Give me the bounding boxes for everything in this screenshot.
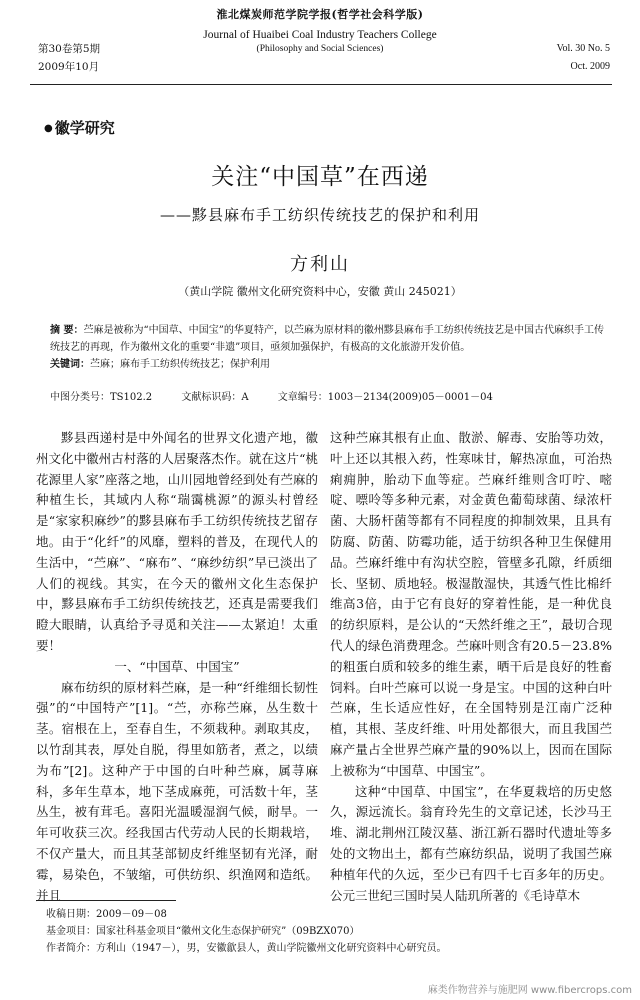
body-paragraph: 这种苎麻其根有止血、散淤、解毒、安胎等功效，叶上还以其根入药，性寒味甘，解热凉血，可治热痢痈肿，胎动下血等症。苎麻纤维则含叮咛、嘧啶、嘌呤等多种元素，对金黄色葡萄球菌、绿浓杆菌、大肠杆菌等都有不同程度的抑制效果，且具有防腐、防菌、防霉功能，适于纺织各种卫生保健用品。苎麻纤维中有沟状空腔，管壁多孔隙，纤质细长、坚韧、质地轻。极湿散湿快，其透气性比棉纤维高3倍，由于它有良好的穿着性能，是一种优良的纺织原料，是公认的“天然纤维之王”，最切合现代人的绿色消费理念。苎麻叶则含有20.5－23.8%的粗蛋白质和较多的维生素，晒干后是良好的牲畜饲料。白叶苎麻可以说一身是宝。中国的这种白叶苎麻，生长适应性好，在全国特别是江南广泛种植，其根、茎皮纤维、叶用处都很大，而且我国苎麻产量占全世界苎麻产量的90%以上，因而在国际上被称为“中国草、中国宝”。 <box>330 430 612 778</box>
footnotes <box>46 906 446 957</box>
classification-line <box>50 388 519 403</box>
header-rule <box>30 84 612 85</box>
body-paragraph: 这种“中国草、中国宝”，在华夏栽培的历史悠久，源远流长。翁育玲先生的文章记述，长沙马王堆、湖北荆州江陵汉墓、浙江新石器时代遗址等多处的文物出土，都有苎麻纺织品，说明了我国苎麻种植年代的久远，至少已有四千七百多年的历史。公元三世纪三国时吴人陆玑所著的《毛诗草木 <box>330 783 612 903</box>
body-paragraph: 黟县西递村是中外闻名的世界文化遗产地，徽州文化中徽州古村落的人居聚落杰作。就在这片“桃花源里人家”座落之地，山川园地曾经到处有苎麻的种植生长，其域内人称“瑞霭桃源”的源头村曾经是“家家积麻纱”的黟县麻布手工纺织传统技艺留存地。由于“化纤”的风靡，塑料的普及，在现代人的生活中，“苎麻”、“麻布”、“麻纱纺织”早已淡出了人们的视线。其实，在今天的徽州文化生态保护中，黟县麻布手工纺织传统技艺，还真是需要我们瞪大眼睛，认真给予寻觅和关注——太紧迫！太重要！ <box>36 430 318 653</box>
issue-info-en <box>557 40 610 76</box>
body-paragraph: 麻布纺织的原材料苎麻，是一种“纤维细长韧性强”的“中国特产”[1]。“苎，亦称苎麻，丛生数十茎。宿根在上，至春自生，不须栽种。剥取其皮，以竹刮其表，厚处自脱，得里如筋者，煮之，以绩为布”[2]。这种产于中国的白叶种苎麻，属荨麻科，多年生草本，地下茎成麻蔸，可活数十年，茎丛生，被有茸毛。喜阳光温暖湿润气候，耐旱。一年可收获三次。经我国古代劳动人民的长期栽培，不仅产量大，而且其茎部韧皮纤维坚韧有光泽，耐霉，易染色，不皱缩，可供纺织、织渔网和造纸。并且 <box>36 679 318 903</box>
article-number: 文章编号：1003－2134(2009)05－0001－04 <box>277 392 493 403</box>
journal-header <box>150 6 490 54</box>
article-title: 关注“中国草”在西递 <box>211 164 429 190</box>
journal-subtitle-en: (Philosophy and Social Sciences) <box>256 44 384 54</box>
abstract-label: 摘 要： <box>50 325 84 336</box>
keywords-text: 苎麻；麻布手工纺织传统技艺；保护利用 <box>90 359 270 370</box>
clc-number: 中图分类号：TS102.2 <box>50 392 153 403</box>
abstract-block <box>38 322 604 373</box>
abstract-text: 苎麻是被称为“中国草、中国宝”的华夏特产，以苎麻为原材料的徽州黟县麻布手工纺织传统技艺是中国古代麻织手工传统技艺的再现，作为徽州文化的重要“非遗”项目，亟须加强保护，有极高的文化旅游开发价值。 <box>50 325 605 353</box>
article-subtitle: ——黟县麻布手工纺织传统技艺的保护和利用 <box>159 206 480 224</box>
fund-project: 基金项目：国家社科基金项目“徽州文化生态保护研究”（09BZX070） <box>46 926 360 937</box>
body-column-left <box>36 428 318 906</box>
author-affiliation: （黄山学院 徽州文化研究资料中心，安徽 黄山 245021） <box>178 285 462 298</box>
document-code: 文献标识码：A <box>181 392 249 403</box>
footnote-rule <box>36 900 176 901</box>
site-watermark: 麻类作物营养与施肥网 www.fibercrops.com <box>427 985 632 996</box>
journal-name-cn: 淮北煤炭师范学院学报(哲学社会科学版) <box>216 8 424 21</box>
date-en: Oct. 2009 <box>570 61 610 72</box>
bullet-icon: ● <box>44 123 53 134</box>
section-tag-label: 徽学研究 <box>54 119 115 137</box>
volume-cn: 第30卷第5期 <box>38 43 101 55</box>
volume-en: Vol. 30 No. 5 <box>556 43 610 54</box>
section-heading: 一、“中国草、中国宝” <box>114 658 240 674</box>
author-bio: 作者简介：方利山（1947－），男，安徽歙县人，黄山学院徽州文化研究资料中心研究员。 <box>46 943 447 954</box>
date-cn: 2009年10月 <box>38 61 100 73</box>
keywords-label: 关键词： <box>50 359 90 370</box>
received-date: 收稿日期：2009－09－08 <box>46 909 167 920</box>
body-column-right <box>330 428 612 906</box>
section-tag <box>44 117 115 138</box>
journal-name-en: Journal of Huaibei Coal Industry Teachers College <box>203 29 437 41</box>
author-name: 方利山 <box>290 254 350 275</box>
issue-info-cn <box>38 40 100 76</box>
